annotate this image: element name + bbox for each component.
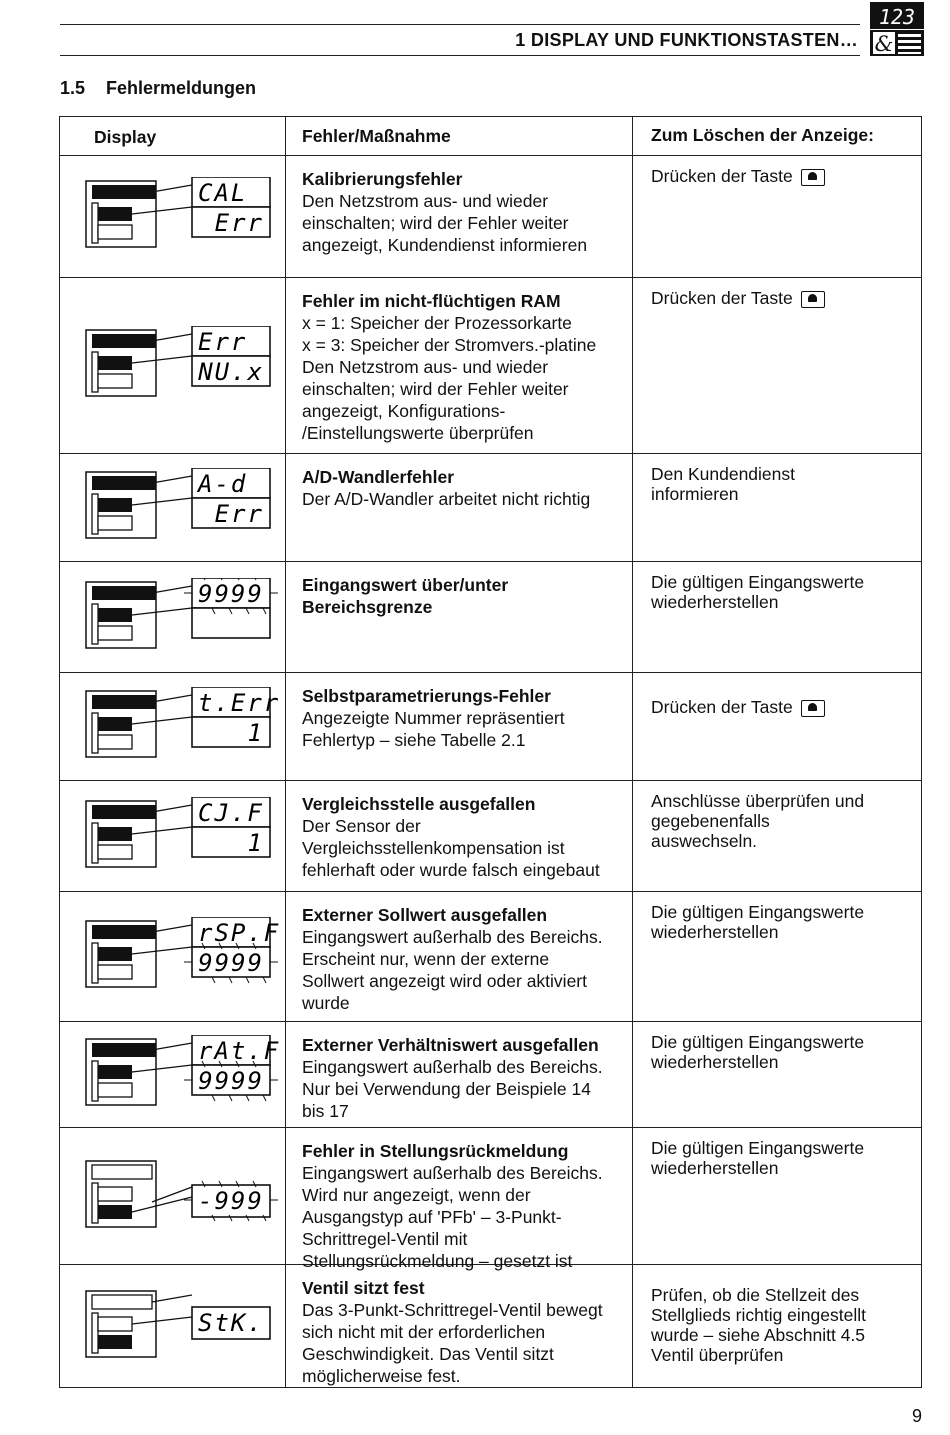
controller-display-icon	[80, 1035, 280, 1135]
table-row	[60, 672, 921, 780]
lcd-bottom-text: NU.x	[198, 358, 264, 386]
table-row	[60, 780, 921, 891]
error-description: Das 3-Punkt-Schrittregel-Ventil bewegt sich nicht mit der erforderlichen Geschwindigkeit. Das Ventil sitzt möglicherweise fest.	[302, 1300, 603, 1386]
controller-display-icon	[80, 326, 280, 426]
remedy-text: Die gültigen Eingangswerte wiederherstellen	[651, 902, 865, 942]
controller-display-icon	[80, 1157, 280, 1257]
lcd-bottom-text: 1	[247, 719, 264, 747]
remedy-cell	[633, 562, 921, 672]
display-cell	[60, 1265, 286, 1387]
remedy-text: Die gültigen Eingangswerte wiederherstellen	[651, 1032, 865, 1072]
controller-display-icon	[80, 917, 280, 1017]
lcd-top-text: -999	[198, 1186, 264, 1215]
error-description: x = 1: Speicher der Prozessorkarte x = 3: Speicher der Stromvers.-platine Den Netzstrom aus- und wieder einschalten; wird der Fehler weiter angezeigt, Konfigurations- /Einstellungswerte überprüfen	[302, 313, 597, 443]
error-messages-table	[59, 116, 922, 1388]
error-cell	[286, 781, 633, 891]
lcd-top-text: StK.	[198, 1308, 264, 1337]
display-cell	[60, 1022, 286, 1127]
lcd-bottom-text: 1	[247, 828, 264, 857]
display-cell	[60, 156, 286, 277]
error-description: Eingangswert außerhalb des Bereichs. Wird nur angezeigt, wenn der Ausgangstyp auf 'PFb' – 3-Punkt- Schrittregel-Ventil mit Stellungsrückmeldung – gesetzt ist	[302, 1163, 603, 1271]
error-cell	[286, 278, 633, 453]
remedy-text: Prüfen, ob die Stellzeit des Stellglieds richtig eingestellt wurde – siehe Abschnitt 4.5 Ventil überprüfen	[651, 1285, 866, 1365]
header-rule-top	[60, 24, 860, 25]
lcd-top-text: rSP.F	[198, 919, 280, 947]
controller-display-icon	[80, 797, 280, 897]
error-description: Eingangswert außerhalb des Bereichs. Nur bei Verwendung der Beispiele 14 bis 17	[302, 1057, 603, 1121]
section-number: 1.5	[60, 78, 86, 98]
table-header-row	[60, 117, 921, 155]
error-description: Eingangswert außerhalb des Bereichs. Erscheint nur, wenn der externe Sollwert angezeigt wird oder aktiviert wurde	[302, 927, 603, 1013]
section-heading	[60, 78, 256, 99]
header-display: Display	[60, 117, 286, 155]
table-row	[60, 891, 921, 1021]
error-title: A/D-Wandlerfehler	[302, 467, 455, 487]
remedy-text: Drücken der Taste	[651, 288, 793, 308]
error-cell	[286, 156, 633, 277]
bell-key-icon	[801, 700, 825, 717]
error-description: Den Netzstrom aus- und wieder einschalten; wird der Fehler weiter angezeigt, Kundendienst informieren	[302, 191, 588, 255]
remedy-text: Die gültigen Eingangswerte wiederherstellen	[651, 1138, 865, 1178]
remedy-text: Drücken der Taste	[651, 697, 793, 717]
remedy-cell	[633, 454, 921, 561]
lcd-bottom-text: 9999	[198, 949, 264, 977]
header-rule-bottom	[60, 55, 860, 56]
error-cell	[286, 1265, 633, 1387]
lcd-top-text: t.Err	[198, 689, 280, 717]
display-cell	[60, 454, 286, 561]
display-cell	[60, 562, 286, 672]
table-row	[60, 561, 921, 672]
page-header-title: 1 DISPLAY UND FUNKTIONSTASTEN…	[515, 30, 858, 50]
error-title: Externer Sollwert ausgefallen	[302, 905, 548, 925]
controller-display-icon	[80, 578, 280, 678]
remedy-text: Die gültigen Eingangswerte wiederherstellen	[651, 572, 865, 612]
error-cell	[286, 673, 633, 780]
error-cell	[286, 892, 633, 1021]
remedy-text: Drücken der Taste	[651, 166, 793, 186]
display-cell	[60, 892, 286, 1021]
remedy-cell	[633, 781, 921, 891]
lcd-bottom-text: Err	[214, 209, 264, 237]
lcd-top-text: CJ.F	[198, 798, 264, 827]
chapter-logo-icon	[870, 2, 924, 56]
remedy-cell	[633, 892, 921, 1021]
lcd-top-text: rAt.F	[198, 1037, 280, 1065]
display-cell	[60, 1128, 286, 1264]
remedy-cell	[633, 673, 921, 780]
lcd-top-text: 9999	[198, 579, 264, 608]
table-row	[60, 1127, 921, 1271]
error-description: Angezeigte Nummer repräsentiert Fehlertyp – siehe Tabelle 2.1	[302, 708, 565, 750]
error-title: Ventil sitzt fest	[302, 1278, 425, 1298]
lcd-top-text: A-d	[198, 470, 248, 498]
remedy-cell	[633, 1022, 921, 1127]
display-cell	[60, 278, 286, 453]
remedy-cell	[633, 1265, 921, 1387]
controller-display-icon	[80, 177, 280, 277]
remedy-cell	[633, 278, 921, 453]
logo-symbol: &	[874, 32, 894, 56]
error-title: Fehler im nicht-flüchtigen RAM	[302, 291, 561, 311]
header-clear: Zum Löschen der Anzeige:	[651, 125, 874, 145]
page-number: 9	[912, 1406, 923, 1426]
error-title: Selbstparametrierungs-Fehler	[302, 686, 551, 706]
error-cell	[286, 1022, 633, 1127]
table-row	[60, 1264, 921, 1387]
error-cell	[286, 562, 633, 672]
error-cell	[286, 454, 633, 561]
error-title: Fehler in Stellungsrückmeldung	[302, 1141, 569, 1161]
error-title: Eingangswert über/unter Bereichsgrenze	[302, 575, 509, 617]
remedy-cell	[633, 1128, 921, 1264]
bell-key-icon	[801, 291, 825, 308]
remedy-text: Anschlüsse überprüfen und gegebenenfalls auswechseln.	[651, 791, 865, 851]
table-row	[60, 1021, 921, 1127]
remedy-text: Den Kundendienst informieren	[651, 464, 795, 504]
lcd-top-text: CAL	[198, 179, 248, 207]
error-title: Kalibrierungsfehler	[302, 169, 463, 189]
section-title: Fehlermeldungen	[106, 78, 257, 98]
table-row	[60, 277, 921, 453]
controller-display-icon	[80, 687, 280, 787]
table-row	[60, 155, 921, 277]
error-description: Der Sensor der Vergleichsstellenkompensation ist fehlerhaft oder wurde falsch eingebaut	[302, 816, 600, 880]
bell-key-icon	[801, 169, 825, 186]
lcd-top-text: Err	[198, 328, 248, 356]
lcd-bottom-text: 9999	[198, 1067, 264, 1095]
logo-digits: 123	[878, 5, 916, 29]
lcd-bottom-text: Err	[214, 500, 264, 528]
controller-display-icon	[80, 468, 280, 568]
error-title: Externer Verhältniswert ausgefallen	[302, 1035, 599, 1055]
error-cell	[286, 1128, 633, 1271]
display-cell	[60, 673, 286, 780]
remedy-cell	[633, 156, 921, 277]
error-title: Vergleichsstelle ausgefallen	[302, 794, 536, 814]
table-row	[60, 453, 921, 561]
display-cell	[60, 781, 286, 891]
header-error: Fehler/Maßnahme	[286, 117, 633, 155]
error-description: Der A/D-Wandler arbeitet nicht richtig	[302, 489, 591, 509]
controller-display-icon	[80, 1287, 280, 1387]
